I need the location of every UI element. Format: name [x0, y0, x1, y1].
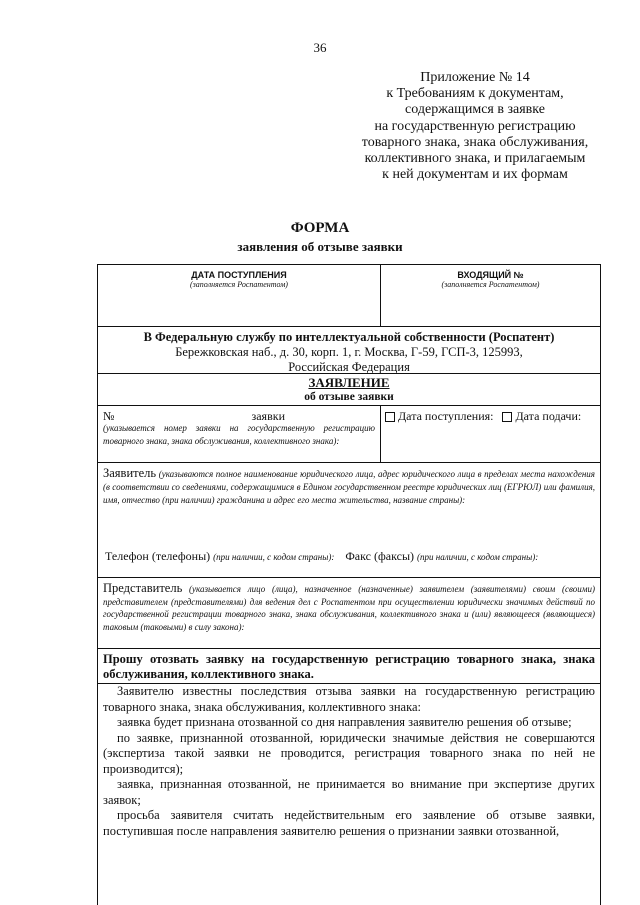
applicant-block[interactable]	[97, 462, 601, 578]
date-received-field-label: Дата поступления:	[398, 409, 494, 423]
appendix-line: коллективного знака, и прилагаемым	[364, 151, 586, 167]
appendix-line: товарного знака, знака обслуживания,	[361, 134, 589, 150]
consequence-paragraph: по заявке, признанной отозванной, юридически значимые действия не совершаются (экспертиза такой заявки не проводится, регистрация товарного знака по ней не производится);	[103, 730, 595, 776]
applicant-note: (указываются полное наименование юридического лица, адрес юридического лица в пределах места нахождения (в соответствии со сведениями, содержащимися в Едином государственном реестре юридических лиц (ЕГРЮЛ) или фамилия, имя, отчество (при наличии) гражданина и адрес его места жительства, название страны):	[103, 469, 595, 505]
addressee-address: Бережковская наб., д. 30, корп. 1, г. Москва, Г-59, ГСП-3, 125993,	[175, 345, 523, 359]
consequence-paragraph: просьба заявителя считать недействительным его заявление об отзыве заявки, поступившая после направления заявителю решения о признании заявки отозванной,	[103, 808, 595, 838]
fax-label: Факс (факсы)	[345, 549, 415, 563]
appendix-line: содержащимся в заявке	[405, 102, 545, 118]
incoming-number-cell[interactable]	[380, 264, 601, 327]
consequence-paragraph: заявка будет признана отозванной со дня направления заявителю решения об отзыве;	[117, 715, 572, 729]
appendix-line: к Требованиям к документам,	[386, 86, 564, 102]
phone-label: Телефон (телефоны)	[105, 549, 211, 563]
request-block	[97, 648, 601, 684]
appendix-line: Приложение № 14	[420, 70, 530, 85]
incoming-number-note: (заполняется Роспатентом)	[441, 280, 540, 289]
addressee-title: В Федеральную службу по интеллектуальной собственности (Роспатент)	[143, 330, 555, 344]
date-filed-field-label: Дата подачи:	[515, 409, 582, 423]
addressee-country: Российская Федерация	[288, 360, 410, 374]
representative-note: (указывается лицо (лица), назначенное (назначенные) заявителем (заявителями) своим (своими) представителем (представителями) для ведения дел с Роспатентом при осуществлении юридически значимых действий по государственной регистрации товарного знака, знака обслуживания, коллективного знака и (или) являющееся (являющиеся) таковым (таковыми) в силу закона):	[103, 584, 595, 632]
applicant-text	[103, 467, 595, 507]
date-filed-checkbox[interactable]	[502, 412, 512, 422]
appendix-line: на государственную регистрацию	[374, 118, 576, 134]
form-title: ФОРМА	[290, 220, 350, 236]
applicant-contacts	[105, 549, 538, 564]
consequence-paragraph: Заявителю известны последствия отзыва заявки на государственную регистрацию товарного знака, знака обслуживания, коллективного знака:	[103, 684, 595, 714]
date-received-label: ДАТА ПОСТУПЛЕНИЯ	[191, 270, 287, 280]
request-title: Прошу отозвать заявку на государственную регистрацию товарного знака, знака обслуживания, коллективного знака.	[103, 652, 595, 681]
incoming-number-label: ВХОДЯЩИЙ №	[457, 270, 524, 280]
consequences-block	[97, 683, 601, 905]
application-note: (указывается номер заявки на государственную регистрацию товарного знака, знака обслуживания, коллективного знака):	[103, 423, 375, 446]
consequence-paragraph: заявка, признанная отозванной, не принимается во внимание при экспертизе других заявок;	[103, 777, 595, 807]
date-received-note: (заполняется Роспатентом)	[190, 280, 288, 289]
representative-label: Представитель	[103, 581, 183, 595]
statement-title: ЗАЯВЛЕНИЕ	[308, 375, 390, 390]
application-dates-cell	[380, 405, 601, 463]
fax-note: (при наличии, с кодом страны):	[417, 552, 539, 562]
application-number-cell[interactable]	[97, 405, 381, 463]
appendix-line: к ней документам и их формам	[382, 167, 568, 183]
addressee-block	[97, 326, 601, 374]
application-word: заявки	[251, 409, 285, 423]
applicant-label: Заявитель	[103, 466, 157, 480]
phone-note: (при наличии, с кодом страны):	[213, 552, 335, 562]
date-received-cell[interactable]	[97, 264, 381, 327]
statement-block	[97, 373, 601, 406]
appendix-caption	[330, 70, 620, 183]
representative-block[interactable]	[97, 577, 601, 649]
statement-subtitle: об отзыве заявки	[304, 391, 394, 403]
date-received-checkbox[interactable]	[385, 412, 395, 422]
application-no-label: №	[103, 409, 115, 423]
form-subtitle: заявления об отзыве заявки	[237, 239, 403, 254]
representative-text	[103, 582, 595, 633]
page-number: 36	[313, 40, 327, 55]
application-number-row	[103, 409, 375, 423]
